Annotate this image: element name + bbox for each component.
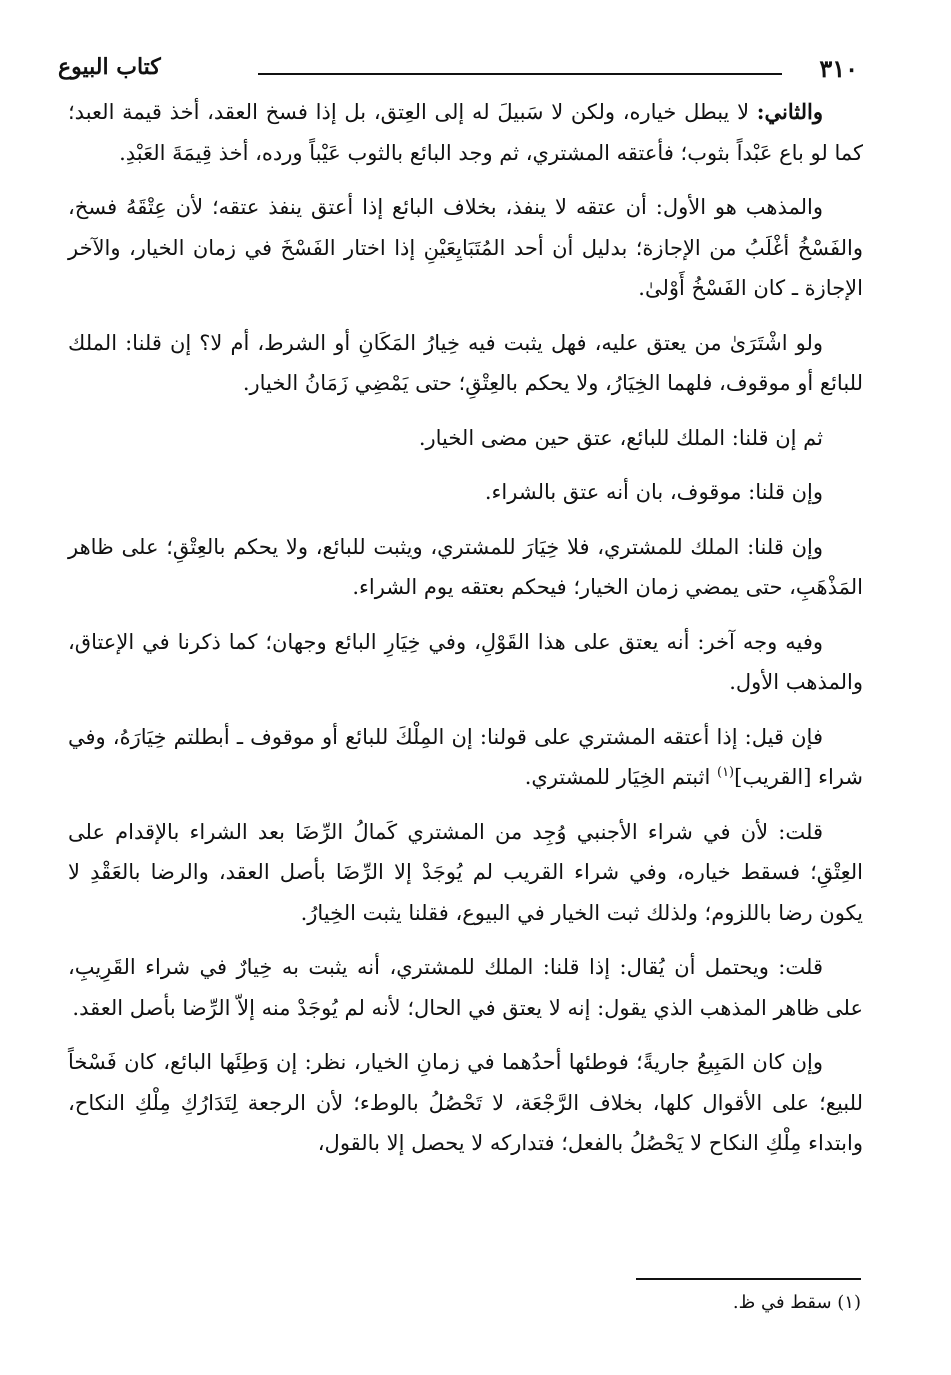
footnote-rule — [636, 1278, 861, 1280]
paragraph-text: قلت: ويحتمل أن يُقال: إذا قلنا: الملك للمشتري، أنه يثبت به خِيارٌ في شراء القَرِيبِ، على ظاهر المذهب الذي يقول: إنه لا يعتق في الحال؛ لأنه لم يُوجَدْ منه إلاّ الرِّضا بأصل العقد. — [68, 955, 863, 1020]
paragraph-text: وإن قلنا: الملك للمشتري، فلا خِيَارَ للمشتري، ويثبت للبائع، ولا يحكم بالعِتْقِ؛ على ظاهر المَذْهَبِ، حتى يمضي زمان الخيار؛ فيحكم بعتقه يوم الشراء. — [68, 534, 863, 599]
paragraph-text: لا يبطل خياره، ولكن لا سَبيلَ له إلى العِتق، بل إذا فسخ العقد، أخذ قيمة العبد؛ كما لو باع عَبْداً بثوب؛ فأعتقه المشتري، ثم وجد البائع بالثوب عَيْباً ورده، أخذ قِيمَةَ العَبْدِ. — [68, 100, 863, 165]
paragraph-7 — [68, 622, 863, 703]
paragraph-text-after: اثبتم الخِيَار للمشتري. — [524, 765, 717, 789]
paragraph-4 — [68, 418, 863, 459]
paragraph-3 — [68, 323, 863, 404]
running-title: كتاب البيوع — [58, 54, 161, 80]
paragraph-8 — [68, 717, 863, 798]
paragraph-5 — [68, 472, 863, 513]
paragraph-text: وإن قلنا: موقوف، بان أنه عتق بالشراء. — [484, 480, 823, 504]
page-number: ٣١٠ — [819, 54, 858, 83]
paragraph-text: وفيه وجه آخر: أنه يعتق على هذا القَوْلِ، وفي خِيَارِ البائع وجهان؛ كما ذكرنا في الإعتاق، والمذهب الأول. — [68, 629, 863, 694]
paragraph-text: ولو اشْتَرَىٰ من يعتق عليه، فهل يثبت فيه خِيارُ المَكَانِ أو الشرط، أم لا؟ إن قلنا: الملك للبائع أو موقوف، فلهما الخِيَارُ، ولا يحكم بالعِتْقِ؛ حتى يَمْضِي زَمَانُ الخيار. — [68, 330, 863, 395]
paragraph-9 — [68, 812, 863, 934]
page-header — [58, 54, 858, 90]
paragraph-text: وإن كان المَبِيعُ جاريةً؛ فوطئها أحدُهما في زمانِ الخيار، نظر: إن وَطِئَها البائع، كان فَسْخاً للبيع؛ على الأقوال كلها، بخلاف الرَّجْعَة، لا تَحْصُلُ بالوطء؛ لأن الرجعة لِتَدَارُكِ مِلْكِ النكاح، وابتداء مِلْكِ النكاح لا يَحْصُلُ بالفعل؛ فتداركه لا يحصل إلا بالقول، — [68, 1050, 863, 1155]
page-body — [68, 92, 863, 1178]
paragraph-6 — [68, 527, 863, 608]
footnote: (١) سقط في ظ. — [732, 1292, 861, 1313]
header-rule — [258, 73, 782, 75]
footnote-marker[interactable]: (١) — [716, 765, 735, 780]
paragraph-10 — [68, 947, 863, 1028]
paragraph-text: قلت: لأن في شراء الأجنبي وُجِد من المشتري كَمالُ الرِّضَا بعد الشراء بالإقدام على العِتْقِ؛ فسقط خياره، وفي شراء القريب لم يُوجَدْ إلا الرِّضَا بأصل العقد، والرضا بالعَقْدِ لا يكون رضا باللزوم؛ ولذلك ثبت الخيار في البيوع، فقلنا يثبت الخِيارُ. — [68, 819, 863, 925]
paragraph-text: ثم إن قلنا: الملك للبائع، عتق حين مضى الخيار. — [418, 425, 823, 450]
paragraph-11 — [68, 1042, 863, 1164]
paragraph-2 — [68, 187, 863, 309]
paragraph-text: والمذهب هو الأول: أن عتقه لا ينفذ، بخلاف البائع إذا أعتق ينفذ عتقه؛ لأن عِتْقَهُ فسخ، والفَسْخُ أغْلَبُ من الإجازة؛ بدليل أن أحد المُتَبَايِعَيْنِ إذا اختار الفَسْخَ في زمان الخيار، والآخر الإجازة ـ كان الفَسْخُ أَوْلىٰ. — [68, 195, 863, 300]
paragraph-lead: والثاني: — [756, 99, 823, 124]
paragraph-text: فإن قيل: إذا أعتقه المشتري على قولنا: إن المِلْكَ للبائع أو موقوف ـ أبطلتم خِيَارَهُ، وفي شراء [القريب] — [68, 724, 863, 789]
paragraph-1 — [68, 92, 863, 173]
